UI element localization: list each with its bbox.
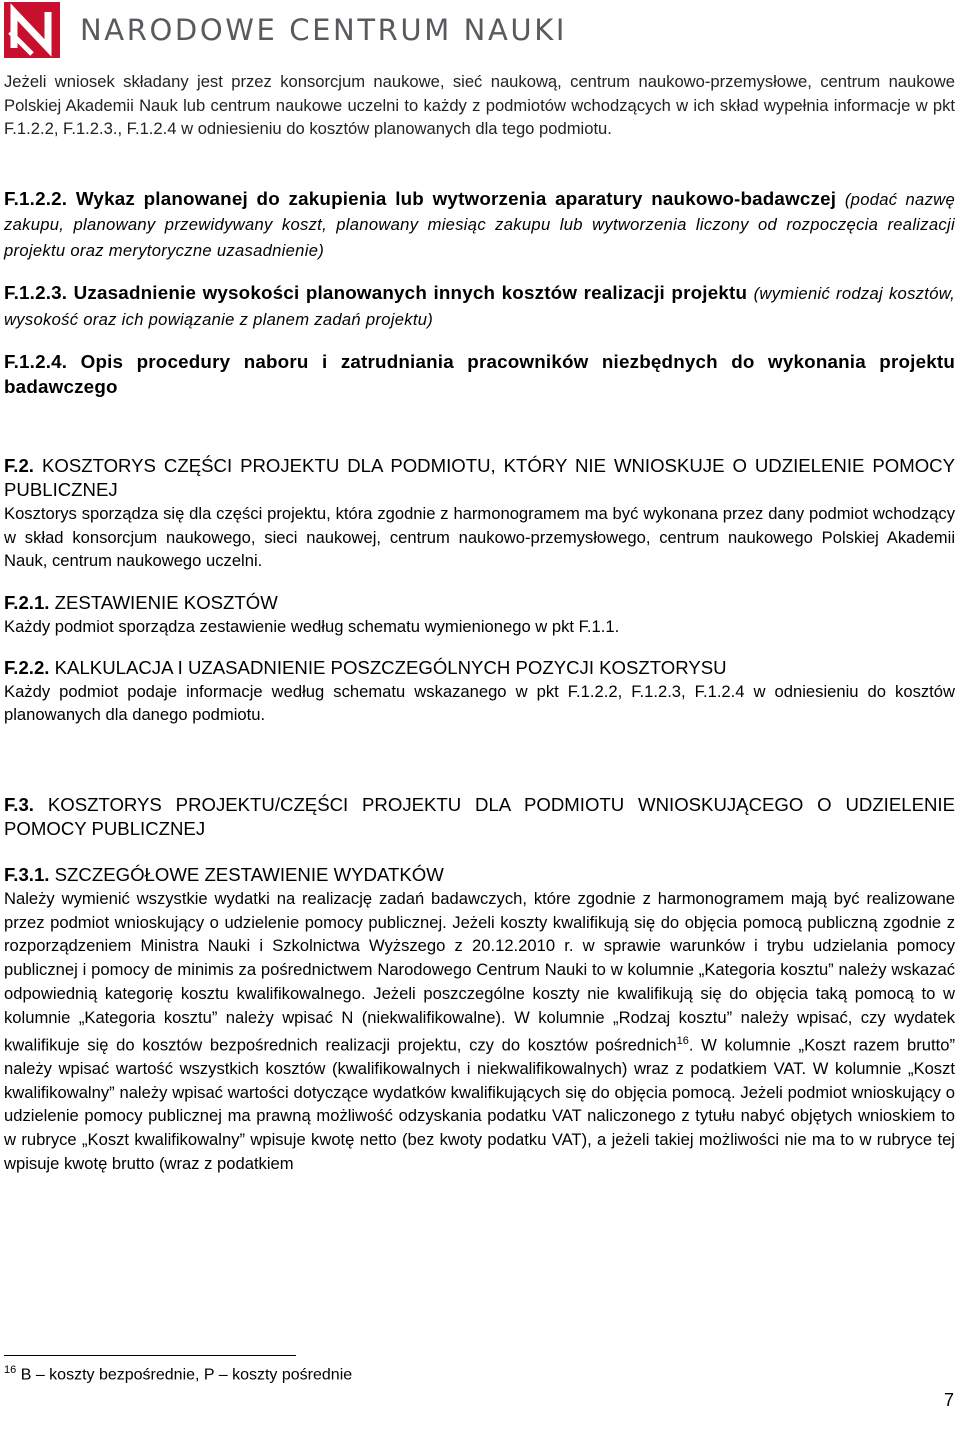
section-f22-body: Każdy podmiot podaje informacje według schematu wskazanego w pkt F.1.2.2, F.1.2.3, F.1.2.4 w odniesieniu do kosztów planowanych dla danego podmiotu. [4,681,955,725]
footnote-number: 16 [4,1364,17,1376]
section-f123-title: F.1.2.3. Uzasadnienie wysokości planowanych innych kosztów realizacji projektu [4,282,748,304]
intro-paragraph: Jeżeli wniosek składany jest przez konsorcjum naukowe, sieć naukową, centrum naukowo-przemysłowe, centrum naukowe Polskiej Akademii Nauk lub centrum naukowe uczelni to każdy z podmiotów wchodzących w ich skład wypełnia informacje w pkt F.1.2.2, F.1.2.3., F.1.2.4 w odniesieniu do kosztów planowanych dla tego podmiotu. [4,72,955,139]
footnote-text: B – koszty bezpośrednie, P – koszty pośrednie [20,1366,353,1384]
page-header [0,0,960,62]
org-name: NARODOWE CENTRUM NAUKI [80,13,568,47]
section-f2-body: Kosztorys sporządza się dla części projektu, która zgodnie z harmonogramem ma być wykonana przez dany podmiot wchodzący w skład konsorcjum naukowego, sieci naukowej, centrum naukowo-przemysłowego, centrum naukowego Polskiej Akademii Nauk, centrum naukowego uczelni. [4,504,955,571]
section-f123-note: (wymienić rodzaj kosztów, wysokość oraz ich powiązanie z planem zadań projektu) [4,284,955,329]
section-f3-heading [4,793,955,841]
section-f123 [4,281,955,332]
section-f122-title: F.1.2.2. Wykaz planowanej do zakupienia lub wytworzenia aparatury naukowo-badawczej [4,187,837,209]
section-f31-body [4,887,955,1176]
section-f31-title: SZCZEGÓŁOWE ZESTAWIENIE WYDATKÓW [54,863,444,885]
footnote-separator [4,1355,296,1356]
section-f3-title: KOSZTORYS PROJEKTU/CZĘŚCI PROJEKTU DLA PODMIOTU WNIOSKUJĄCEGO O UDZIELENIE POMOCY PUBLICZNEJ [4,793,955,839]
section-f31-heading [4,863,955,887]
page-number: 7 [943,1390,954,1410]
section-f2-id: F.2. [4,455,34,477]
section-f2-heading [4,454,955,502]
ncn-logo-icon [4,2,60,58]
section-f21-body: Każdy podmiot sporządza zestawienie według schematu wymienionego w pkt F.1.1. [4,616,620,636]
section-f22-heading [4,656,955,680]
section-f3-id: F.3. [4,793,34,815]
section-f21-id: F.2.1. [4,591,50,613]
footnote [4,1364,352,1384]
section-f2-title: KOSZTORYS CZĘŚCI PROJEKTU DLA PODMIOTU, KTÓRY NIE WNIOSKUJE O UDZIELENIE POMOCY PUBLICZNEJ [4,455,955,501]
section-f22-title: KALKULACJA I UZASADNIENIE POSZCZEGÓLNYCH POZYCJI KOSZTORYSU [54,656,727,678]
footnote-ref[interactable]: 16 [676,1034,689,1047]
section-f122 [4,187,955,264]
section-f21-title: ZESTAWIENIE KOSZTÓW [54,591,278,613]
section-f31-body-part1: Należy wymienić wszystkie wydatki na realizację zadań badawczych, które zgodnie z harmonogramem mają być realizowane przez podmiot wnioskujący o udzielenie pomocy publicznej. Jeżeli koszty kwalifikują się do objęcia pomocą publiczną zgodnie z rozporządzeniem Ministra Nauki i Szkolnictwa Wyższego z 20.12.2010 r. w sprawie warunków i trybu udzielania pomocy publicznej i pomocy de minimis za pośrednictwem Narodowego Centrum Nauki to w kolumnie „Kategoria kosztu” należy wskazać odpowiednią kategorię kosztu kwalifikowalnego. Jeżeli poszczególne koszty nie kwalifikują się do objęcia taką pomocą to w kolumnie „Kategoria kosztu” należy wpisać N (niekwalifikowalne). W kolumnie „Rodzaj kosztu” należy wpisać, czy wydatek kwalifikuje się do kosztów bezpośrednich realizacji projektu, czy do kosztów pośrednich [4,888,955,1055]
section-f31-body-part2: . W kolumnie „Koszt razem brutto” należy wpisać wartość wszystkich kosztów (kwalifikowalnych i niekwalifikowalnych) wraz z podatkiem VAT. W kolumnie „Koszt kwalifikowalny” należy wpisać wartości dotyczące wydatków kwalifikujących się do objęcia pomocą. Jeżeli podmiot wnioskujący o udzielenie pomocy publicznej ma prawną możliwość odzyskania podatku VAT naliczonego z tytułu nabyć objętych wnioskiem to w rubryce „Koszt kwalifikowalny” wpisuje kwotę netto (bez kwoty podatku VAT), a jeżeli takiej możliwości nie ma to w rubryce tej wpisuje kwotę brutto (wraz z podatkiem [4,1035,955,1174]
section-f21-heading [4,591,955,615]
section-f31-id: F.3.1. [4,863,50,885]
section-f22-id: F.2.2. [4,656,50,678]
section-f122-note: (podać nazwę zakupu, planowany przewidywany koszt, planowany miesiąc zakupu lub wytworzenia liczony od rozpoczęcia realizacji projektu oraz merytoryczne uzasadnienie) [4,189,955,260]
section-f124-title: F.1.2.4. Opis procedury naboru i zatrudniania pracowników niezbędnych do wykonania projektu badawczego [4,351,955,397]
document-body [4,70,955,1176]
